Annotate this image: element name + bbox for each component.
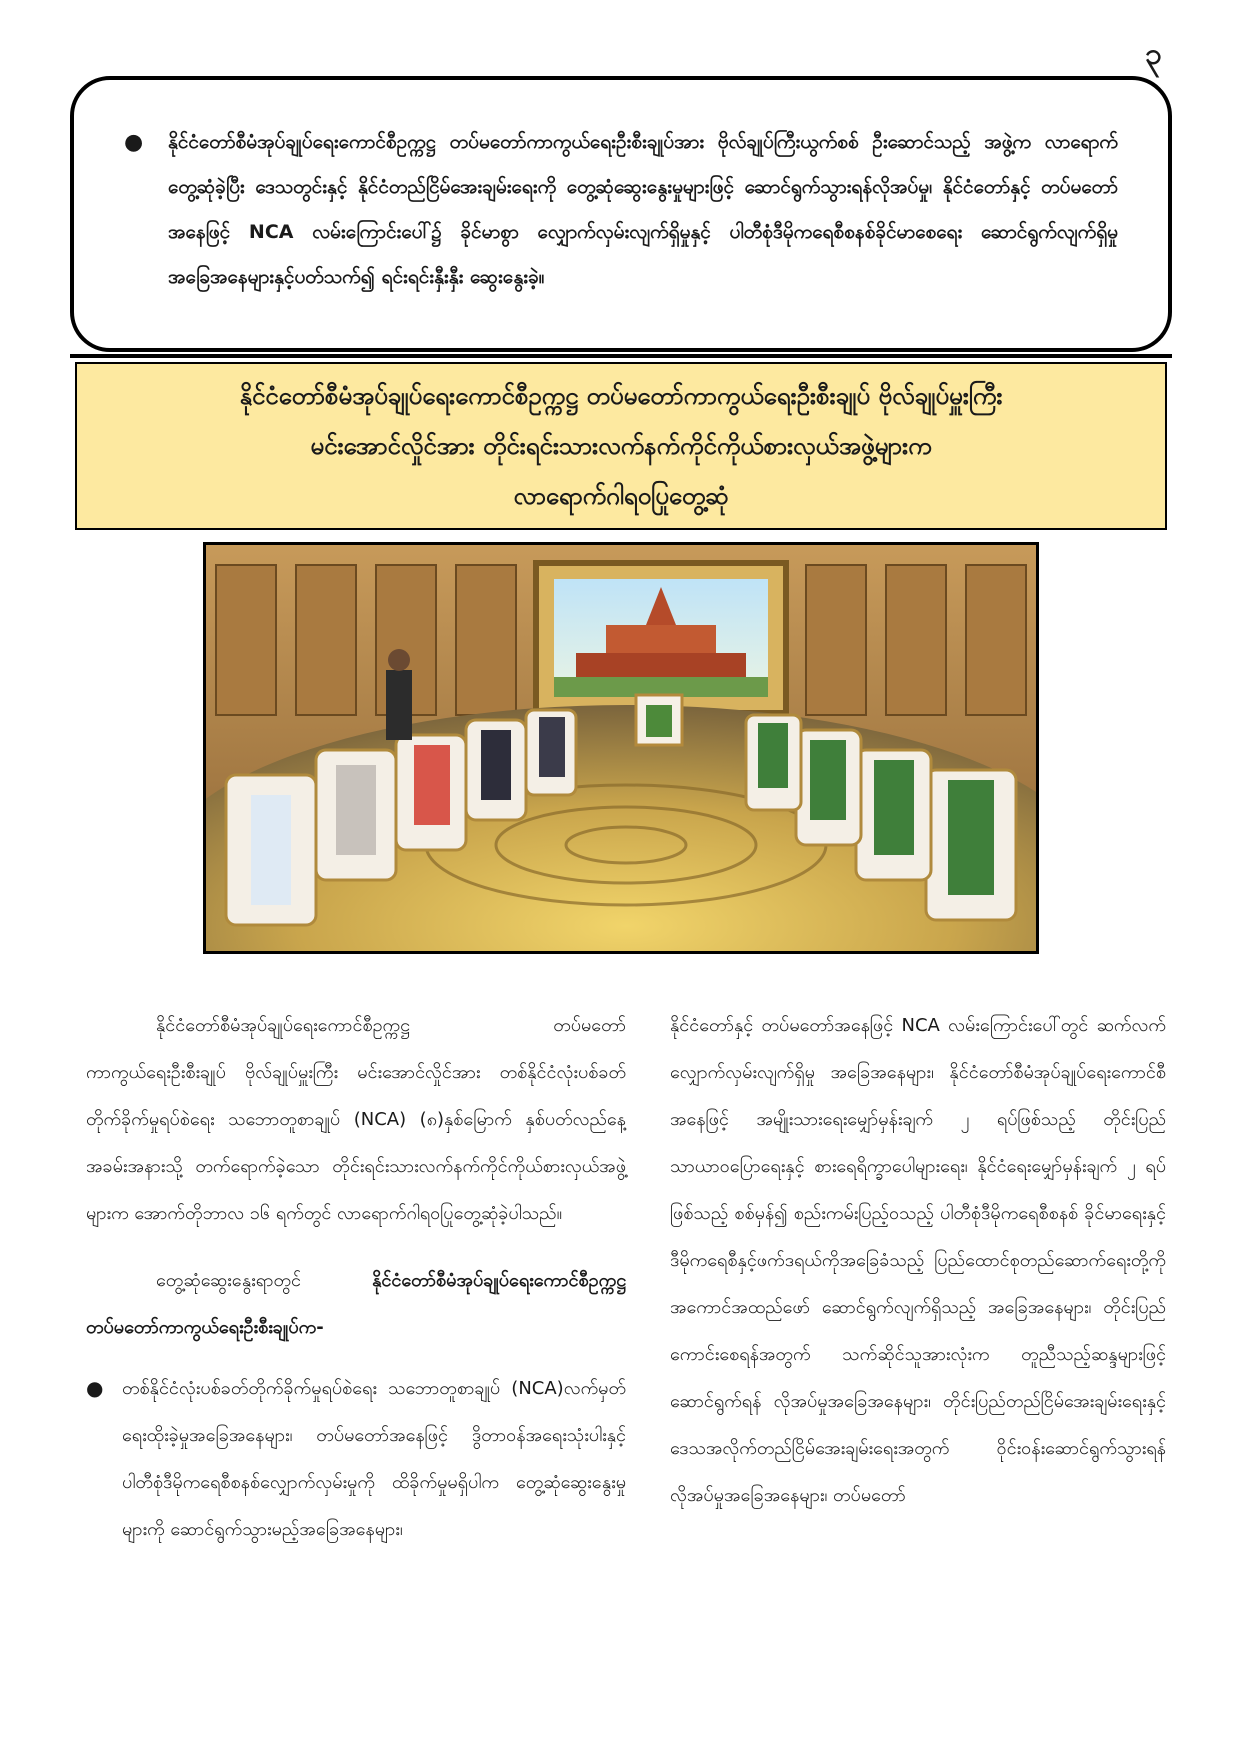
headline-line-2: မင်းအောင်လှိုင်အား တိုင်းရင်းသားလက်နက်ကိုင်ကိုယ်စားလှယ်အဖွဲ့များက: [310, 432, 932, 460]
page-number: ၃: [1145, 37, 1162, 72]
summary-bullet: [124, 120, 1118, 300]
article-bullet-text: တစ်နိုင်ငံလုံးပစ်ခတ်တိုက်ခိုက်မှုရပ်စဲရေး သဘောတူစာချုပ် (NCA)လက်မှတ်ရေးထိုးခဲ့မှုအခြေအနေများ၊ တပ်မတော်အနေဖြင့် ဒွိတာဝန်အရေးသုံးပါးနှင့် ပါတီစုံဒီမိုကရေစီစနစ်လျှောက်လှမ်းမှုကို ထိခိုက်မှုမရှိပါက တွေ့ဆုံဆွေးနွေးမှုများကို ဆောင်ရွက်သွားမည့်အခြေအနေများ၊: [122, 1378, 626, 1540]
meeting-photo-illustration: [206, 545, 1036, 951]
meeting-photo: [203, 542, 1039, 954]
divider-rule: [70, 354, 1172, 358]
article-paragraph-1: နိုင်ငံတော်စီမံအုပ်ချုပ်ရေးကောင်စီဥက္ကဋ္ဌ တပ်မတော်ကာကွယ်ရေးဦးစီးချုပ် ဗိုလ်ချုပ်မှူးကြီး မင်းအောင်လှိုင်အား တစ်နိုင်ငံလုံးပစ်ခတ်တိုက်ခိုက်မှုရပ်စဲရေး သဘောတူစာချုပ် (NCA) (၈)နှစ်မြောက် နှစ်ပတ်လည်နေ့အခမ်းအနားသို့ တက်ရောက်ခဲ့သော တိုင်းရင်းသားလက်နက်ကိုင်ကိုယ်စားလှယ်အဖွဲ့များက အောက်တိုဘာလ ၁၆ ရက်တွင် လာရောက်ဂါရဝပြုတွေ့ဆုံခဲ့ပါသည်။: [86, 1015, 626, 1224]
article-column-left: [86, 1002, 626, 1553]
summary-text: နိုင်ငံတော်စီမံအုပ်ချုပ်ရေးကောင်စီဥက္ကဋ္ဌ တပ်မတော်ကာကွယ်ရေးဦးစီးချုပ်အား ဗိုလ်ချုပ်ကြီးယွက်စစ် ဦးဆောင်သည့် အဖွဲ့က လာရောက်တွေ့ဆုံခဲ့ပြီး ဒေသတွင်းနှင့် နိုင်ငံတည်ငြိမ်အေးချမ်းရေးကို တွေ့ဆုံဆွေးနွေးမှုများဖြင့် ဆောင်ရွက်သွားရန်လိုအပ်မှု၊ နိုင်ငံတော်နှင့် တပ်မတော်အနေဖြင့် NCA လမ်းကြောင်းပေါ်၌ ခိုင်မာစွာ လျှောက်လှမ်းလျက်ရှိမှုနှင့် ပါတီစုံဒီမိုကရေစီစနစ်ခိုင်မာစေရေး ဆောင်ရွက်လျက်ရှိမှု အခြေအနေများနှင့်ပတ်သက်၍ ရင်းရင်းနှီးနှီး ဆွေးနွေးခဲ့။: [168, 131, 1118, 288]
headline-box: [75, 362, 1167, 530]
headline-line-1: နိုင်ငံတော်စီမံအုပ်ချုပ်ရေးကောင်စီဥက္ကဋ္ဌ တပ်မတော်ကာကွယ်ရေးဦးစီးချုပ် ဗိုလ်ချုပ်မှူးကြီး: [239, 382, 1003, 410]
article-bullet: [86, 1365, 626, 1553]
headline-line-3: လာရောက်ဂါရဝပြုတွေ့ဆုံ: [513, 482, 729, 510]
summary-box: [70, 76, 1172, 352]
bullet-icon: ●: [86, 1376, 104, 1400]
article-paragraph-continued: နိုင်ငံတော်နှင့် တပ်မတော်အနေဖြင့် NCA လမ်းကြောင်းပေါ်တွင် ဆက်လက်လျှောက်လှမ်းလျက်ရှိမှု အခြေအနေများ၊ နိုင်ငံတော်စီမံအုပ်ချုပ်ရေးကောင်စီအနေဖြင့် အမျိုးသားရေးမျှော်မှန်းချက် ၂ ရပ်ဖြစ်သည့် တိုင်းပြည်သာယာဝပြောရေးနှင့် စားရေရိက္ခာပေါများရေး၊ နိုင်ငံရေးမျှော်မှန်းချက် ၂ ရပ်ဖြစ်သည့် စစ်မှန်၍ စည်းကမ်းပြည့်ဝသည့် ပါတီစုံဒီမိုကရေစီစနစ် ခိုင်မာရေးနှင့် ဒီမိုကရေစီနှင့်ဖက်ဒရယ်ကိုအခြေခံသည့် ပြည်ထောင်စုတည်ဆောက်ရေးတို့ကို အကောင်အထည်ဖော် ဆောင်ရွက်လျက်ရှိသည့် အခြေအနေများ၊ တိုင်းပြည်ကောင်းစေရန်အတွက် သက်ဆိုင်သူအားလုံးက တူညီသည့်ဆန္ဒများဖြင့် ဆောင်ရွက်ရန် လိုအပ်မှုအခြေအနေများ၊ တိုင်းပြည်တည်ငြိမ်အေးချမ်းရေးနှင့် ဒေသအလိုက်တည်ငြိမ်အေးချမ်းရေးအတွက် ဝိုင်းဝန်းဆောင်ရွက်သွားရန် လိုအပ်မှုအခြေအနေများ၊ တပ်မတော်: [670, 1015, 1166, 1506]
article-column-right: [670, 1002, 1166, 1519]
bullet-icon: ●: [124, 130, 144, 155]
paragraph-lead: တွေ့ဆုံဆွေးနွေးရာတွင်: [156, 1270, 301, 1291]
article-paragraph-2: [86, 1257, 626, 1351]
paragraph-emphasis: နိုင်ငံတော်စီမံအုပ်ချုပ်ရေးကောင်စီဥက္ကဋ္ဌ တပ်မတော်ကာကွယ်ရေးဦးစီးချုပ်က-: [86, 1270, 626, 1338]
